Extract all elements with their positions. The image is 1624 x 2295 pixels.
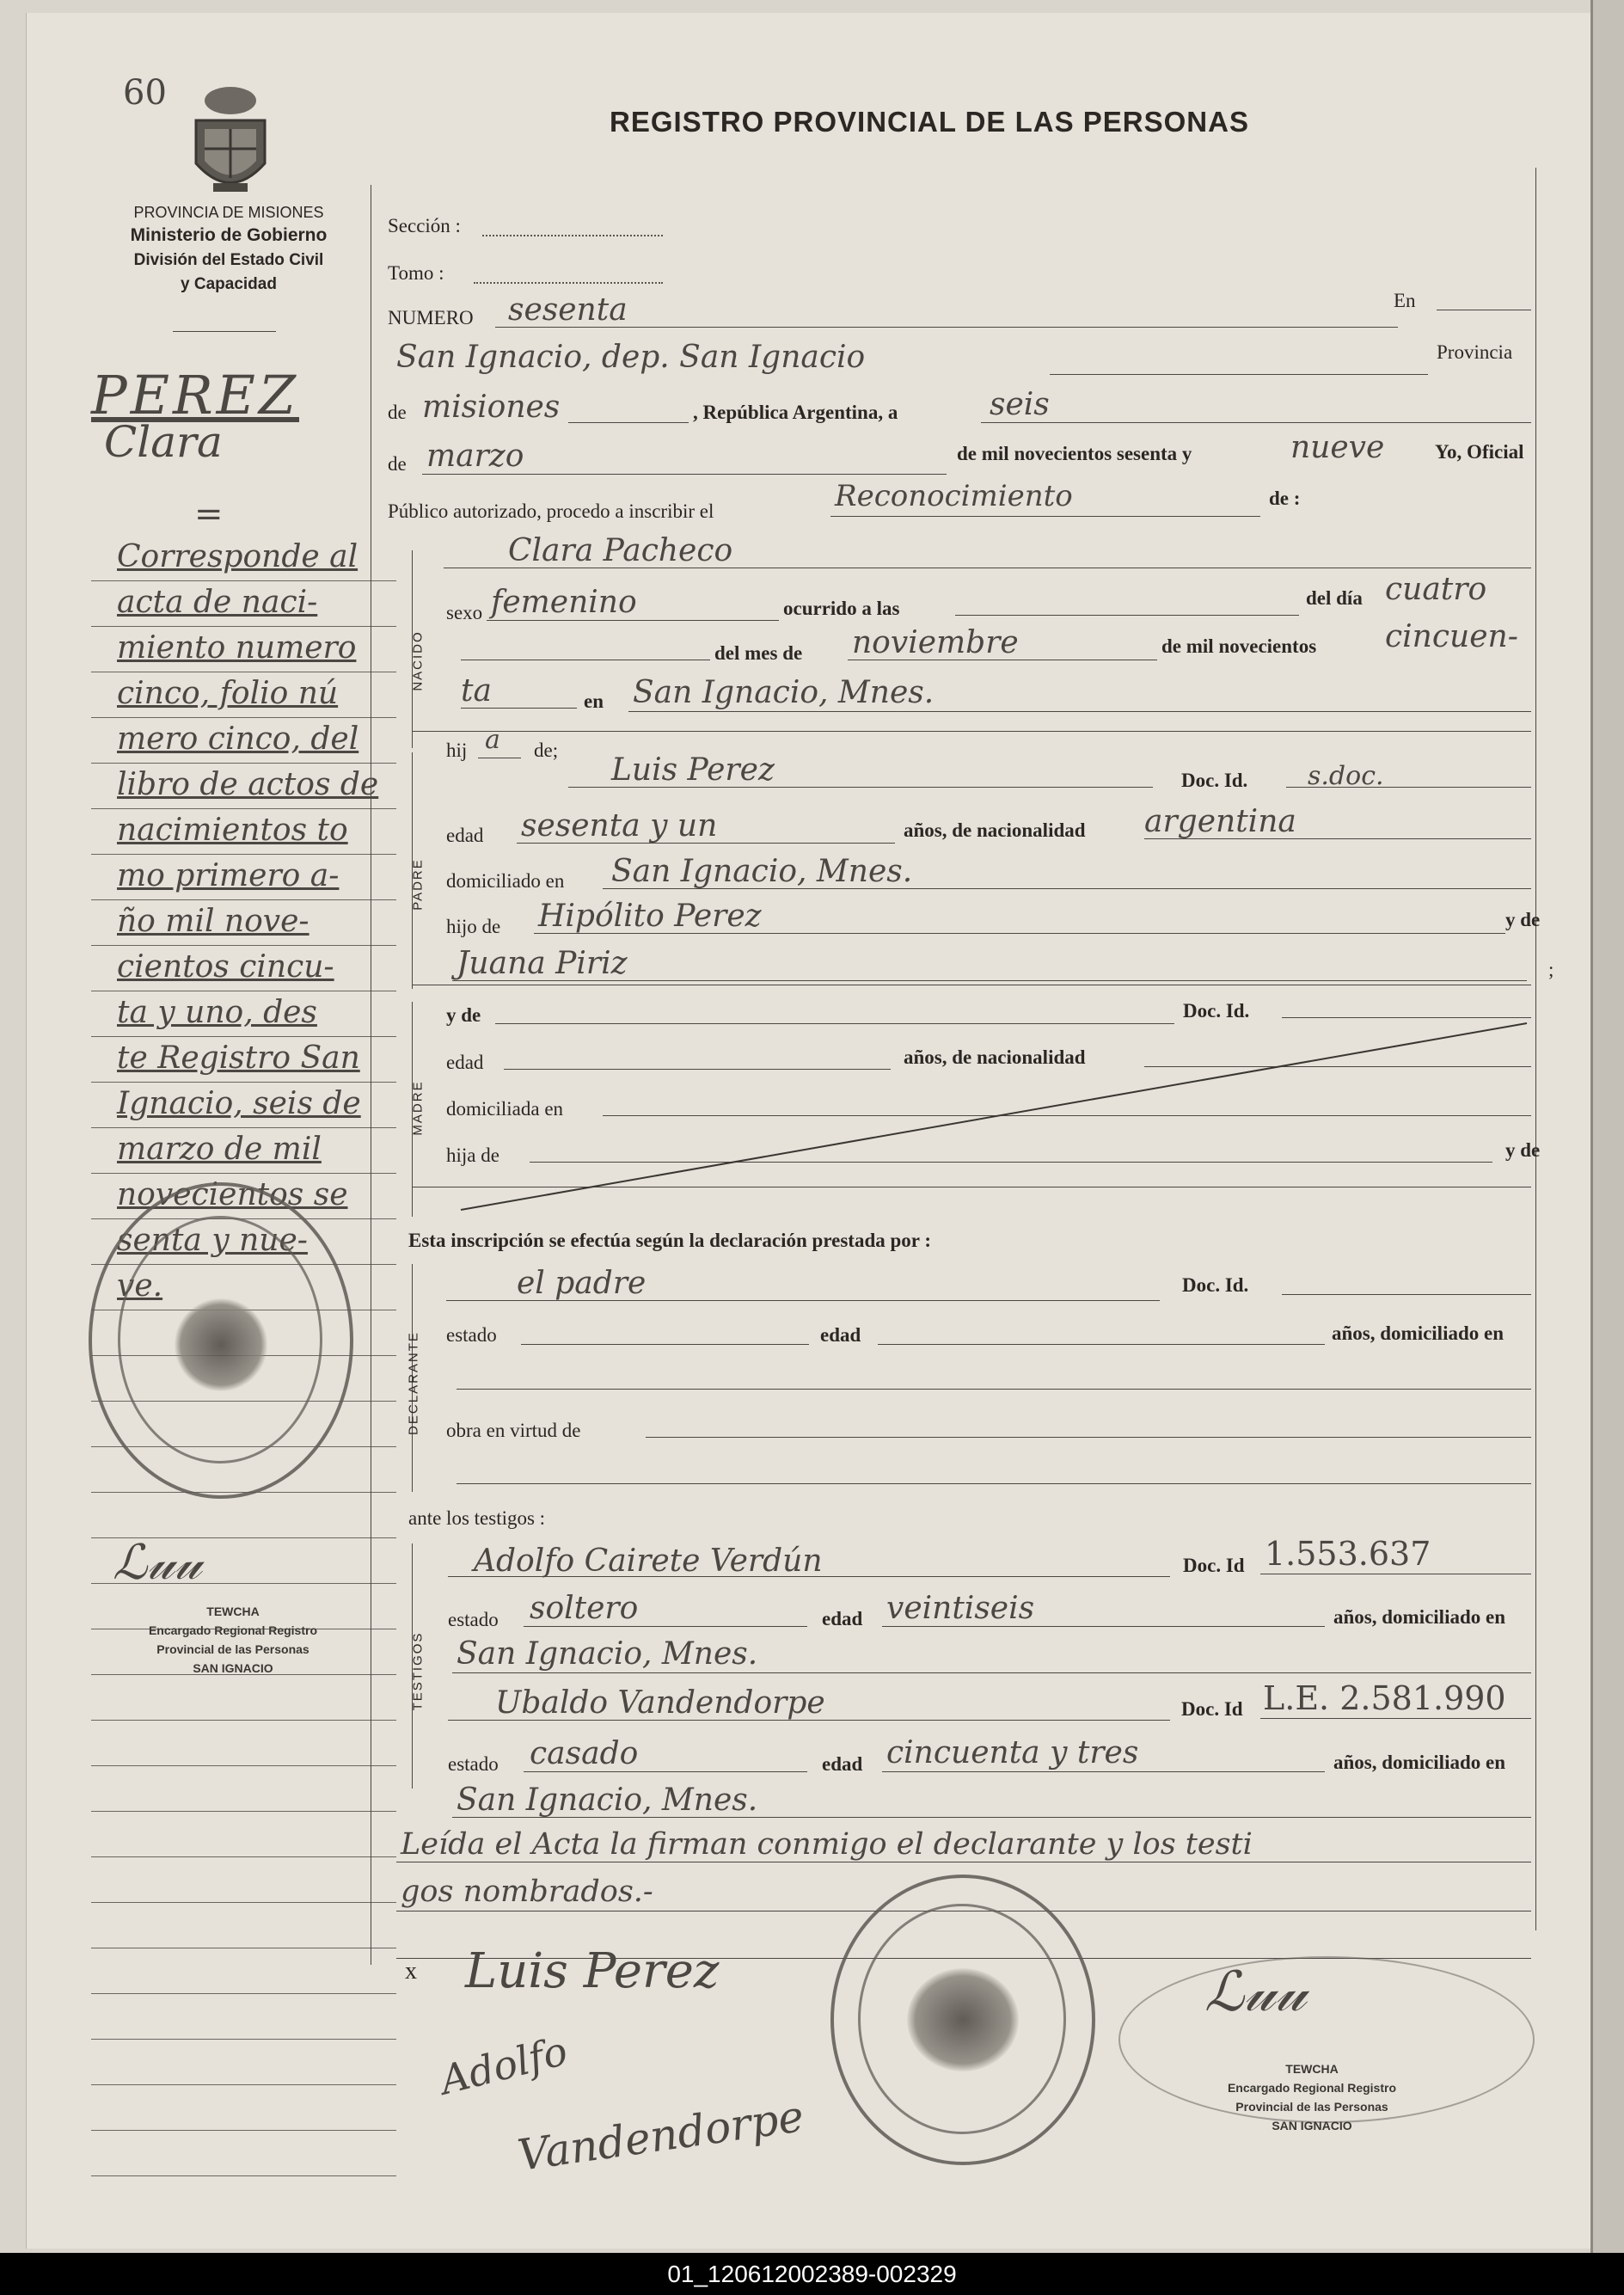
official-stamp-text: TEWCHA Encargado Regional Registro Provincial de las Personas SAN IGNACIO (1227, 2062, 1397, 2132)
margin-note-line: te Registro San (117, 1040, 360, 1076)
declarante-edad-label: edad (820, 1324, 861, 1346)
margin-note-line: mero cinco, del (117, 721, 359, 757)
closing-line-1: Leída el Acta la firman conmigo el declarante y los testi (401, 1827, 1253, 1862)
testigo-2-doc-label: Doc. Id (1181, 1698, 1243, 1720)
madre-y-de-label-2: y de (1505, 1139, 1541, 1161)
hij-de-label: de; (534, 739, 559, 761)
tomo-label: Tomo : (388, 262, 444, 284)
padre-madre-value: Juana Piriz (457, 946, 628, 981)
provincia-label: Provincia (1437, 341, 1513, 363)
oficial-label: Yo, Oficial (1435, 441, 1524, 463)
adjacent-page-edge (1590, 0, 1624, 2253)
madre-side-label: MADRE (410, 1080, 426, 1136)
hij-label: hij (446, 739, 468, 761)
testigo-2-domicilio-label: años, domiciliado en (1333, 1752, 1506, 1773)
signature-declarante: Luis Perez (465, 1943, 720, 1999)
nacido-dia-value: cuatro (1385, 572, 1487, 607)
margin-note-line: cinco, folio nú (117, 676, 339, 711)
madre-nacionalidad-label: años, de nacionalidad (904, 1046, 1086, 1068)
coat-of-arms-logo (183, 82, 278, 202)
testigo-1-edad-label: edad (822, 1608, 863, 1629)
republica-label: , República Argentina, a (693, 402, 898, 423)
office-province: PROVINCIA DE MISIONES (133, 204, 324, 221)
page-number: 60 (123, 73, 167, 113)
margin-stamp-text: TEWCHA Encargado Regional Registro Provincial de las Personas SAN IGNACIO (148, 1605, 318, 1675)
nacido-lugar-value: San Ignacio, Mnes. (633, 675, 935, 710)
declarante-domicilio-label: años, domiciliado en (1332, 1322, 1504, 1344)
testigo-2-edad: cincuenta y tres (886, 1735, 1139, 1770)
margin-note-line: nacimientos to (117, 813, 348, 848)
publico-label: Público autorizado, procedo a inscribir el (388, 500, 714, 522)
signature-witness-2: Vandendorpe (514, 2090, 807, 2181)
hijo-de-label: hijo de (446, 916, 501, 937)
margin-note-line: ño mil nove- (117, 904, 309, 939)
testigo-2-name: Ubaldo Vandendorpe (495, 1685, 825, 1721)
office-ministry: Ministerio de Gobierno (130, 225, 328, 245)
del-dia-label: del día (1306, 587, 1363, 609)
margin-note-line: acta de naci- (117, 585, 318, 620)
margin-note-line: mo primero a- (117, 858, 340, 893)
testigos-side-label: TESTIGOS (410, 1631, 426, 1711)
margin-surname: PEREZ (91, 364, 299, 426)
nacido-side-label: NACIDO (410, 630, 426, 691)
margin-note-line: libro de actos de (117, 767, 379, 802)
margin-note-line: miento numero (117, 630, 357, 666)
nacido-name: Clara Pacheco (508, 533, 733, 568)
page-title: REGISTRO PROVINCIAL DE LAS PERSONAS (610, 106, 1249, 138)
numero-label: NUMERO (388, 307, 474, 328)
margin-note-line: novecientos se (117, 1177, 348, 1212)
official-seal-stamp (89, 1182, 353, 1499)
declaracion-intro: Esta inscripción se efectúa según la declaración prestada por : (408, 1230, 931, 1251)
margin-note-line: ve. (117, 1268, 163, 1304)
anio-value: nueve (1290, 430, 1385, 465)
madre-y-de-label: y de (446, 1004, 481, 1026)
padre-domicilio-value: San Ignacio, Mnes. (611, 854, 913, 889)
testigo-2-doc: L.E. 2.581.990 (1263, 1679, 1506, 1717)
margin-given-name: Clara (104, 417, 223, 467)
de-colon-label: de : (1269, 488, 1301, 509)
declarante-estado-label: estado (446, 1324, 497, 1346)
testigo-1-edad: veintiseis (886, 1591, 1035, 1626)
padre-nacionalidad-value: argentina (1144, 804, 1296, 839)
en-label: En (1394, 290, 1416, 311)
official-seal-stamp-bottom (830, 1875, 1095, 2165)
lugar-value: San Ignacio, dep. San Ignacio (396, 340, 866, 375)
sexo-value: femenino (491, 585, 637, 620)
office-divider (173, 331, 276, 332)
madre-domicilio-label: domiciliada en (446, 1098, 564, 1120)
declarante-name: el padre (517, 1266, 647, 1301)
padre-semicolon: ; (1548, 959, 1554, 980)
acto-value: Reconocimiento (835, 479, 1073, 513)
ocurrido-label: ocurrido a las (783, 598, 900, 619)
provincia-value: misiones (422, 390, 561, 425)
testigo-1-domicilio: San Ignacio, Mnes. (457, 1636, 758, 1672)
madre-doc-label: Doc. Id. (1183, 1000, 1250, 1022)
padre-edad-label: edad (446, 825, 484, 846)
testigo-2-estado-label: estado (448, 1753, 499, 1775)
madre-hija-de-label: hija de (446, 1144, 499, 1166)
padre-edad-value: sesenta y un (521, 808, 718, 844)
hijo-de-value: Hipólito Perez (538, 899, 762, 934)
padre-y-de-label: y de (1505, 909, 1541, 930)
padre-domicilio-label: domiciliado en (446, 870, 565, 892)
padre-side-label: PADRE (410, 858, 426, 911)
margin-note-line: cientos cincu- (117, 949, 334, 985)
declarante-doc-label: Doc. Id. (1182, 1274, 1249, 1296)
testigo-2-domicilio: San Ignacio, Mnes. (457, 1783, 758, 1818)
testigo-2-edad-label: edad (822, 1753, 863, 1775)
register-sheet (26, 13, 1591, 2249)
nacido-anio-value-2: ta (461, 673, 492, 709)
padre-doc-label: Doc. Id. (1181, 770, 1248, 791)
padre-name: Luis Perez (611, 752, 775, 788)
seccion-label: Sección : (388, 215, 461, 236)
del-mes-label: del mes de (714, 642, 803, 664)
mil-label: de mil novecientos sesenta y (957, 443, 1192, 464)
sexo-label: sexo (446, 602, 483, 623)
dia-value: seis (990, 387, 1050, 422)
testigo-1-domicilio-label: años, domiciliado en (1333, 1606, 1506, 1628)
testigos-intro: ante los testigos : (408, 1507, 546, 1529)
hij-suffix: a (485, 725, 500, 755)
margin-note-line: Ignacio, seis de (117, 1086, 361, 1121)
padre-nacionalidad-label: años, de nacionalidad (904, 819, 1086, 841)
mil-novecientos-label: de mil novecientos (1161, 635, 1317, 657)
office-division: División del Estado Civil (133, 251, 324, 269)
official-signature: ℒ𝓊𝓊 (1204, 1961, 1307, 2024)
de-label-2: de (388, 453, 407, 475)
x-mark: x (405, 1958, 417, 1985)
image-id-footer: 01_120612002389-002329 (0, 2253, 1624, 2295)
margin-note-line: ta y uno, des (117, 995, 317, 1030)
en-label-2: en (584, 690, 604, 712)
madre-edad-label: edad (446, 1052, 484, 1073)
declarante-side-label: DECLARANTE (406, 1331, 421, 1435)
margin-note-line: marzo de mil (117, 1132, 322, 1167)
testigo-1-doc-label: Doc. Id (1183, 1555, 1245, 1576)
obra-label: obra en virtud de (446, 1420, 581, 1441)
padre-doc-value: s.doc. (1308, 761, 1384, 791)
nacido-mes-value: noviembre (852, 625, 1019, 660)
margin-note-line: senta y nue- (117, 1223, 308, 1258)
testigo-1-name: Adolfo Cairete Verdún (474, 1543, 823, 1579)
testigo-1-doc: 1.553.637 (1265, 1535, 1431, 1573)
office-block (87, 204, 371, 294)
testigo-1-estado: soltero (530, 1591, 639, 1626)
numero-value: sesenta (508, 292, 628, 328)
right-border (1535, 168, 1536, 1930)
margin-dash: = (194, 494, 224, 534)
closing-line-2: gos nombrados.- (401, 1875, 653, 1909)
de-label: de (388, 402, 407, 423)
testigo-2-estado: casado (530, 1736, 639, 1771)
margin-note-line: Corresponde al (117, 539, 359, 574)
nacido-anio-value-1: cincuen- (1385, 619, 1518, 654)
testigo-1-estado-label: estado (448, 1609, 499, 1630)
signature-witness-1: Adolfo (435, 2027, 573, 2104)
madre-cross-out-line (457, 1019, 1531, 1217)
mes-value: marzo (426, 439, 524, 474)
office-capacity: y Capacidad (181, 275, 277, 293)
margin-signature: ℒ𝓊𝓊 (113, 1535, 202, 1591)
